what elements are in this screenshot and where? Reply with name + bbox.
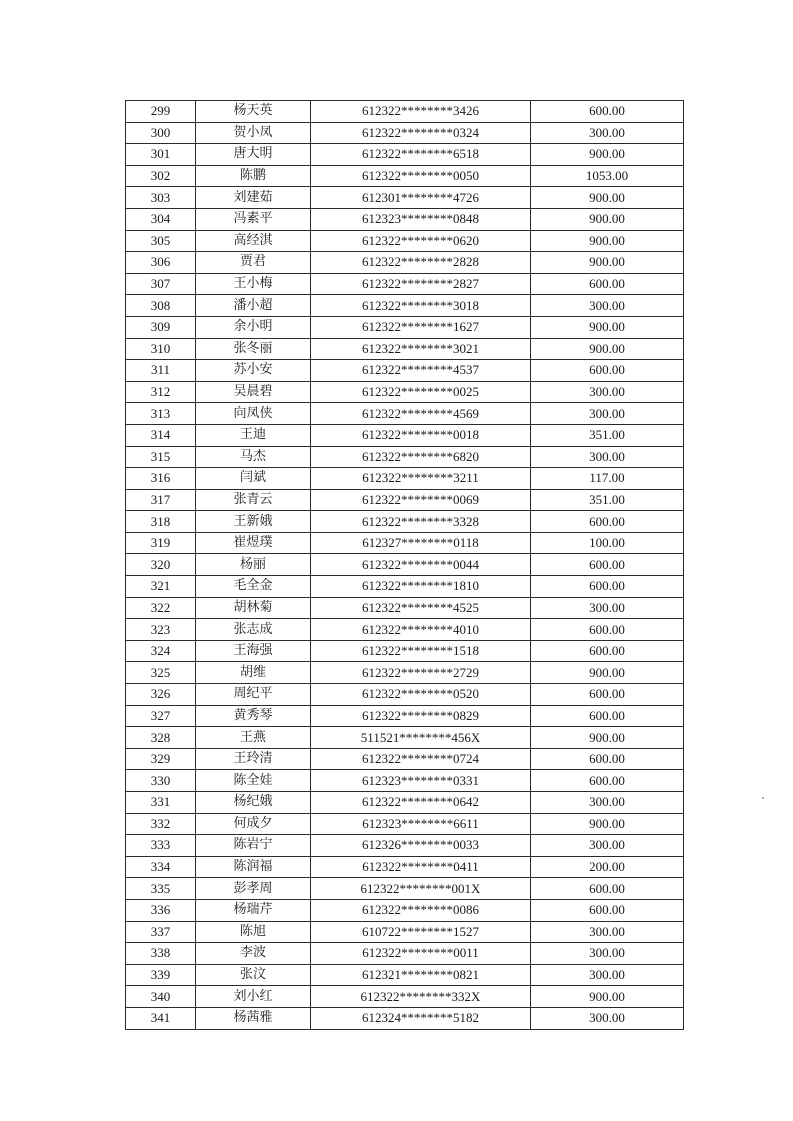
name-cell: 刘小红 xyxy=(196,986,311,1008)
scan-speck xyxy=(762,797,764,799)
row-number-cell: 339 xyxy=(126,964,196,986)
name-cell: 张青云 xyxy=(196,489,311,511)
id-number-cell: 612322********1518 xyxy=(311,640,531,662)
amount-cell: 900.00 xyxy=(531,208,684,230)
row-number-cell: 312 xyxy=(126,381,196,403)
amount-cell: 600.00 xyxy=(531,899,684,921)
name-cell: 何成夕 xyxy=(196,813,311,835)
name-cell: 潘小超 xyxy=(196,295,311,317)
amount-cell: 300.00 xyxy=(531,295,684,317)
amount-cell: 600.00 xyxy=(531,640,684,662)
row-number-cell: 308 xyxy=(126,295,196,317)
amount-cell: 900.00 xyxy=(531,986,684,1008)
row-number-cell: 329 xyxy=(126,748,196,770)
table-row xyxy=(126,684,684,706)
id-number-cell: 612322********1627 xyxy=(311,316,531,338)
name-cell: 彭孝周 xyxy=(196,878,311,900)
table-row xyxy=(126,835,684,857)
row-number-cell: 334 xyxy=(126,856,196,878)
amount-cell: 600.00 xyxy=(531,101,684,123)
amount-cell: 900.00 xyxy=(531,316,684,338)
amount-cell: 117.00 xyxy=(531,468,684,490)
row-number-cell: 300 xyxy=(126,122,196,144)
row-number-cell: 336 xyxy=(126,899,196,921)
row-number-cell: 313 xyxy=(126,403,196,425)
name-cell: 陈润福 xyxy=(196,856,311,878)
table-row xyxy=(126,1007,684,1029)
row-number-cell: 338 xyxy=(126,943,196,965)
id-number-cell: 612324********5182 xyxy=(311,1007,531,1029)
id-number-cell: 612323********0848 xyxy=(311,208,531,230)
row-number-cell: 327 xyxy=(126,705,196,727)
table-row xyxy=(126,165,684,187)
amount-cell: 300.00 xyxy=(531,943,684,965)
row-number-cell: 318 xyxy=(126,511,196,533)
id-number-cell: 612322********0044 xyxy=(311,554,531,576)
id-number-cell: 612322********0069 xyxy=(311,489,531,511)
id-number-cell: 612322********4537 xyxy=(311,360,531,382)
amount-cell: 300.00 xyxy=(531,597,684,619)
row-number-cell: 305 xyxy=(126,230,196,252)
name-cell: 冯素平 xyxy=(196,208,311,230)
name-cell: 王新娥 xyxy=(196,511,311,533)
name-cell: 陈旭 xyxy=(196,921,311,943)
row-number-cell: 311 xyxy=(126,360,196,382)
name-cell: 唐大明 xyxy=(196,144,311,166)
amount-cell: 600.00 xyxy=(531,748,684,770)
id-number-cell: 610722********1527 xyxy=(311,921,531,943)
table-row xyxy=(126,446,684,468)
amount-cell: 900.00 xyxy=(531,338,684,360)
id-number-cell: 612322********2828 xyxy=(311,252,531,274)
name-cell: 王海强 xyxy=(196,640,311,662)
amount-cell: 300.00 xyxy=(531,446,684,468)
row-number-cell: 314 xyxy=(126,424,196,446)
name-cell: 崔煜璞 xyxy=(196,532,311,554)
id-number-cell: 612322********4010 xyxy=(311,619,531,641)
table-row xyxy=(126,489,684,511)
row-number-cell: 331 xyxy=(126,792,196,814)
table-row xyxy=(126,316,684,338)
id-number-cell: 612322********0724 xyxy=(311,748,531,770)
name-cell: 张冬丽 xyxy=(196,338,311,360)
name-cell: 杨纪娥 xyxy=(196,792,311,814)
id-number-cell: 612322********2729 xyxy=(311,662,531,684)
name-cell: 毛全金 xyxy=(196,576,311,598)
name-cell: 杨丽 xyxy=(196,554,311,576)
table-row xyxy=(126,252,684,274)
name-cell: 王玲清 xyxy=(196,748,311,770)
row-number-cell: 333 xyxy=(126,835,196,857)
row-number-cell: 306 xyxy=(126,252,196,274)
id-number-cell: 612322********4569 xyxy=(311,403,531,425)
row-number-cell: 335 xyxy=(126,878,196,900)
roster-table xyxy=(125,100,684,1030)
amount-cell: 351.00 xyxy=(531,424,684,446)
id-number-cell: 612327********0118 xyxy=(311,532,531,554)
amount-cell: 600.00 xyxy=(531,273,684,295)
amount-cell: 600.00 xyxy=(531,619,684,641)
table-row xyxy=(126,792,684,814)
id-number-cell: 612322********0025 xyxy=(311,381,531,403)
amount-cell: 300.00 xyxy=(531,835,684,857)
table-row xyxy=(126,770,684,792)
table-row xyxy=(126,748,684,770)
table-row xyxy=(126,360,684,382)
table-row xyxy=(126,964,684,986)
id-number-cell: 612322********0011 xyxy=(311,943,531,965)
table-row xyxy=(126,856,684,878)
amount-cell: 900.00 xyxy=(531,144,684,166)
row-number-cell: 301 xyxy=(126,144,196,166)
id-number-cell: 612301********4726 xyxy=(311,187,531,209)
name-cell: 张志成 xyxy=(196,619,311,641)
table-row xyxy=(126,921,684,943)
name-cell: 陈全娃 xyxy=(196,770,311,792)
amount-cell: 300.00 xyxy=(531,122,684,144)
table-row xyxy=(126,187,684,209)
name-cell: 王小梅 xyxy=(196,273,311,295)
id-number-cell: 612322********001X xyxy=(311,878,531,900)
table-row xyxy=(126,986,684,1008)
amount-cell: 900.00 xyxy=(531,662,684,684)
name-cell: 闫斌 xyxy=(196,468,311,490)
amount-cell: 300.00 xyxy=(531,921,684,943)
id-number-cell: 612322********0018 xyxy=(311,424,531,446)
id-number-cell: 612322********3426 xyxy=(311,101,531,123)
id-number-cell: 612322********3021 xyxy=(311,338,531,360)
name-cell: 李波 xyxy=(196,943,311,965)
amount-cell: 600.00 xyxy=(531,360,684,382)
amount-cell: 351.00 xyxy=(531,489,684,511)
id-number-cell: 612322********332X xyxy=(311,986,531,1008)
table-row xyxy=(126,554,684,576)
row-number-cell: 315 xyxy=(126,446,196,468)
row-number-cell: 319 xyxy=(126,532,196,554)
id-number-cell: 612322********6518 xyxy=(311,144,531,166)
name-cell: 高经淇 xyxy=(196,230,311,252)
name-cell: 余小明 xyxy=(196,316,311,338)
row-number-cell: 307 xyxy=(126,273,196,295)
row-number-cell: 326 xyxy=(126,684,196,706)
row-number-cell: 322 xyxy=(126,597,196,619)
amount-cell: 600.00 xyxy=(531,554,684,576)
table-row xyxy=(126,511,684,533)
table-row xyxy=(126,424,684,446)
id-number-cell: 612322********0620 xyxy=(311,230,531,252)
id-number-cell: 612322********0324 xyxy=(311,122,531,144)
id-number-cell: 612322********2827 xyxy=(311,273,531,295)
table-row xyxy=(126,208,684,230)
table-row xyxy=(126,230,684,252)
amount-cell: 900.00 xyxy=(531,813,684,835)
name-cell: 苏小安 xyxy=(196,360,311,382)
row-number-cell: 302 xyxy=(126,165,196,187)
amount-cell: 300.00 xyxy=(531,792,684,814)
table-row xyxy=(126,705,684,727)
name-cell: 张汶 xyxy=(196,964,311,986)
table-row xyxy=(126,144,684,166)
row-number-cell: 320 xyxy=(126,554,196,576)
amount-cell: 300.00 xyxy=(531,403,684,425)
name-cell: 杨茜雅 xyxy=(196,1007,311,1029)
name-cell: 黄秀琴 xyxy=(196,705,311,727)
row-number-cell: 325 xyxy=(126,662,196,684)
row-number-cell: 316 xyxy=(126,468,196,490)
name-cell: 贾君 xyxy=(196,252,311,274)
row-number-cell: 337 xyxy=(126,921,196,943)
row-number-cell: 341 xyxy=(126,1007,196,1029)
amount-cell: 900.00 xyxy=(531,727,684,749)
table-row xyxy=(126,619,684,641)
table-row xyxy=(126,295,684,317)
name-cell: 马杰 xyxy=(196,446,311,468)
amount-cell: 600.00 xyxy=(531,705,684,727)
id-number-cell: 612322********0050 xyxy=(311,165,531,187)
id-number-cell: 612323********6611 xyxy=(311,813,531,835)
id-number-cell: 612322********6820 xyxy=(311,446,531,468)
id-number-cell: 612322********1810 xyxy=(311,576,531,598)
name-cell: 杨天英 xyxy=(196,101,311,123)
amount-cell: 600.00 xyxy=(531,576,684,598)
row-number-cell: 321 xyxy=(126,576,196,598)
id-number-cell: 511521********456X xyxy=(311,727,531,749)
table-row xyxy=(126,381,684,403)
row-number-cell: 330 xyxy=(126,770,196,792)
table-row xyxy=(126,273,684,295)
table-row xyxy=(126,122,684,144)
row-number-cell: 323 xyxy=(126,619,196,641)
name-cell: 胡林菊 xyxy=(196,597,311,619)
name-cell: 周纪平 xyxy=(196,684,311,706)
table-row xyxy=(126,532,684,554)
row-number-cell: 299 xyxy=(126,101,196,123)
id-number-cell: 612323********0331 xyxy=(311,770,531,792)
name-cell: 陈鹏 xyxy=(196,165,311,187)
table-row xyxy=(126,943,684,965)
id-number-cell: 612322********0086 xyxy=(311,899,531,921)
row-number-cell: 310 xyxy=(126,338,196,360)
table-row xyxy=(126,727,684,749)
amount-cell: 900.00 xyxy=(531,252,684,274)
table-row xyxy=(126,338,684,360)
name-cell: 贺小凤 xyxy=(196,122,311,144)
row-number-cell: 317 xyxy=(126,489,196,511)
name-cell: 吴晨碧 xyxy=(196,381,311,403)
roster-table-body xyxy=(126,101,684,1030)
row-number-cell: 303 xyxy=(126,187,196,209)
table-row xyxy=(126,101,684,123)
table-row xyxy=(126,468,684,490)
amount-cell: 600.00 xyxy=(531,684,684,706)
id-number-cell: 612322********3211 xyxy=(311,468,531,490)
row-number-cell: 328 xyxy=(126,727,196,749)
id-number-cell: 612322********0411 xyxy=(311,856,531,878)
table-row xyxy=(126,597,684,619)
amount-cell: 300.00 xyxy=(531,964,684,986)
amount-cell: 1053.00 xyxy=(531,165,684,187)
id-number-cell: 612322********0829 xyxy=(311,705,531,727)
amount-cell: 600.00 xyxy=(531,770,684,792)
row-number-cell: 309 xyxy=(126,316,196,338)
id-number-cell: 612321********0821 xyxy=(311,964,531,986)
amount-cell: 300.00 xyxy=(531,381,684,403)
table-row xyxy=(126,640,684,662)
table-row xyxy=(126,662,684,684)
name-cell: 刘建茹 xyxy=(196,187,311,209)
row-number-cell: 332 xyxy=(126,813,196,835)
amount-cell: 100.00 xyxy=(531,532,684,554)
row-number-cell: 304 xyxy=(126,208,196,230)
id-number-cell: 612322********0520 xyxy=(311,684,531,706)
table-row xyxy=(126,813,684,835)
amount-cell: 300.00 xyxy=(531,1007,684,1029)
table-row xyxy=(126,403,684,425)
id-number-cell: 612322********4525 xyxy=(311,597,531,619)
id-number-cell: 612322********0642 xyxy=(311,792,531,814)
row-number-cell: 340 xyxy=(126,986,196,1008)
id-number-cell: 612322********3018 xyxy=(311,295,531,317)
table-row xyxy=(126,878,684,900)
amount-cell: 900.00 xyxy=(531,230,684,252)
table-row xyxy=(126,899,684,921)
name-cell: 杨瑞芹 xyxy=(196,899,311,921)
name-cell: 向凤侠 xyxy=(196,403,311,425)
row-number-cell: 324 xyxy=(126,640,196,662)
id-number-cell: 612322********3328 xyxy=(311,511,531,533)
name-cell: 胡维 xyxy=(196,662,311,684)
amount-cell: 900.00 xyxy=(531,187,684,209)
name-cell: 王燕 xyxy=(196,727,311,749)
amount-cell: 600.00 xyxy=(531,511,684,533)
table-row xyxy=(126,576,684,598)
id-number-cell: 612326********0033 xyxy=(311,835,531,857)
amount-cell: 600.00 xyxy=(531,878,684,900)
amount-cell: 200.00 xyxy=(531,856,684,878)
name-cell: 王迪 xyxy=(196,424,311,446)
name-cell: 陈岩宁 xyxy=(196,835,311,857)
